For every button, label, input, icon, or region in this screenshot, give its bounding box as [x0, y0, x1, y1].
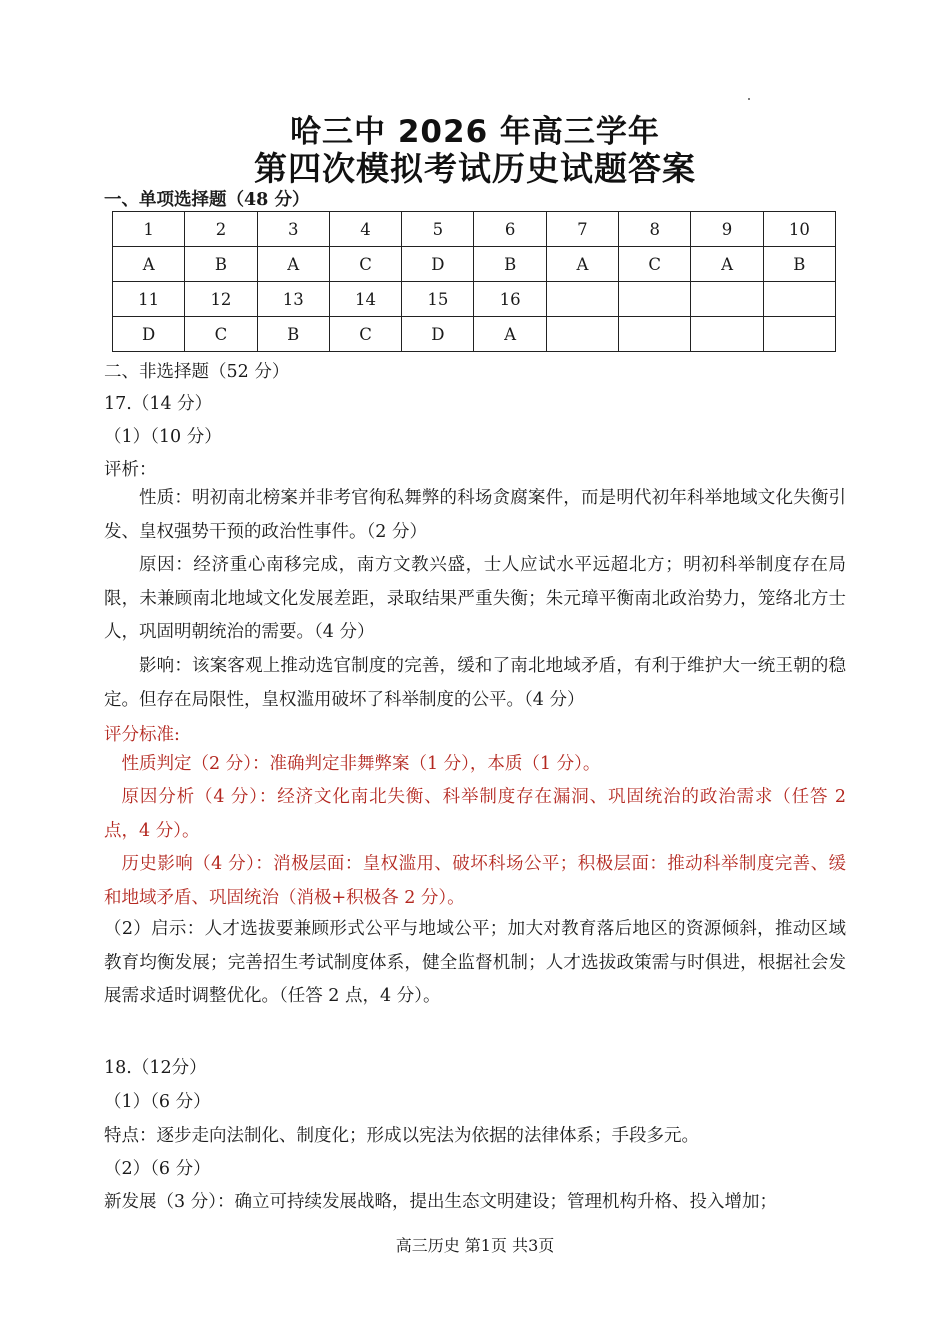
question-number-cell: 12	[185, 282, 257, 317]
answer-cell: A	[474, 317, 546, 352]
answer-table-row	[113, 282, 836, 317]
q17-analysis-label: 评析：	[104, 460, 157, 480]
q17-criteria-label: 评分标准:	[104, 725, 180, 745]
answer-cell: C	[185, 317, 257, 352]
question-number-cell: 15	[402, 282, 474, 317]
answer-table-row	[113, 317, 836, 352]
title-line-1: 哈三中 2026 年高三学年	[290, 114, 660, 150]
question-number-cell: 6	[474, 212, 546, 247]
q17-criteria-3: 历史影响（4 分）：消极层面：皇权滥用、破坏科场公平；积极层面：推动科举制度完善、缓和地域矛盾、巩固统治（消极+积极各 2 分）。	[104, 854, 846, 908]
answer-cell: B	[257, 317, 329, 352]
question-number-cell: 8	[619, 212, 691, 247]
q18-sub2-heading: （2）（6 分）	[104, 1159, 211, 1179]
question-number-cell	[619, 282, 691, 317]
q18-features: 特点：逐步走向法制化、制度化；形成以宪法为依据的法律体系；手段多元。	[104, 1126, 699, 1146]
q17-nature: 性质：明初南北榜案并非考官徇私舞弊的科场贪腐案件，而是明代初年科举地域文化失衡引发、皇权强势干预的政治性事件。（2 分）	[104, 488, 846, 542]
answer-cell	[619, 317, 691, 352]
answer-table	[112, 211, 836, 352]
answer-cell: C	[619, 247, 691, 282]
question-number-cell: 10	[763, 212, 835, 247]
answer-cell	[763, 317, 835, 352]
question-number-cell: 2	[185, 212, 257, 247]
question-number-cell: 9	[691, 212, 763, 247]
scan-speck	[748, 98, 750, 100]
q17-criteria-1: 性质判定（2 分）：准确判定非舞弊案（1 分），本质（1 分）。	[121, 754, 601, 774]
question-number-cell: 5	[402, 212, 474, 247]
answer-cell: D	[402, 247, 474, 282]
answer-cell: A	[691, 247, 763, 282]
answer-table-row	[113, 247, 836, 282]
page-footer: 高三历史 第1页 共3页	[395, 1236, 555, 1255]
q18-new-development: 新发展（3 分）：确立可持续发展战略，提出生态文明建设；管理机构升格、投入增加；	[104, 1192, 777, 1212]
answer-table-row	[113, 212, 836, 247]
answer-cell: C	[329, 247, 401, 282]
q17-impact: 影响：该案客观上推动选官制度的完善，缓和了南北地域矛盾，有利于维护大一统王朝的稳定。但存在局限性，皇权滥用破坏了科举制度的公平。（4 分）	[104, 656, 846, 710]
q18-sub1-heading: （1）（6 分）	[104, 1092, 211, 1112]
question-number-cell	[691, 282, 763, 317]
answer-cell: A	[257, 247, 329, 282]
q18-heading: 18.（12分）	[104, 1058, 207, 1078]
answer-cell: C	[329, 317, 401, 352]
question-number-cell	[546, 282, 618, 317]
question-number-cell	[763, 282, 835, 317]
q17-sub1-heading: （1）（10 分）	[104, 427, 222, 447]
question-number-cell: 1	[113, 212, 185, 247]
q17-criteria-2: 原因分析（4 分）：经济文化南北失衡、科举制度存在漏洞、巩固统治的政治需求（任答 2 点，4 分）。	[104, 787, 846, 841]
answer-cell: B	[474, 247, 546, 282]
answer-cell: A	[113, 247, 185, 282]
q17-heading: 17.（14 分）	[104, 394, 213, 414]
question-number-cell: 14	[329, 282, 401, 317]
question-number-cell: 7	[546, 212, 618, 247]
section-1-heading: 一、单项选择题（48 分）	[104, 190, 310, 210]
answer-cell: B	[763, 247, 835, 282]
question-number-cell: 16	[474, 282, 546, 317]
answer-cell	[546, 317, 618, 352]
answer-cell: B	[185, 247, 257, 282]
q17-sub2: （2）启示：人才选拔要兼顾形式公平与地域公平；加大对教育落后地区的资源倾斜，推动区域教育均衡发展；完善招生考试制度体系，健全监督机制；人才选拔政策需与时俱进，根据社会发展需求适时调整优化。（任答 2 点，4 分）。	[104, 919, 846, 1006]
answer-cell: D	[402, 317, 474, 352]
question-number-cell: 11	[113, 282, 185, 317]
answer-cell	[691, 317, 763, 352]
question-number-cell: 13	[257, 282, 329, 317]
q17-reason: 原因：经济重心南移完成，南方文教兴盛，士人应试水平远超北方；明初科举制度存在局限，未兼顾南北地域文化发展差距，录取结果严重失衡；朱元璋平衡南北政治势力，笼络北方士人，巩固明朝统治的需要。（4 分）	[104, 555, 846, 642]
title-line-2: 第四次模拟考试历史试题答案	[254, 149, 696, 188]
answer-cell: A	[546, 247, 618, 282]
question-number-cell: 3	[257, 212, 329, 247]
question-number-cell: 4	[329, 212, 401, 247]
answer-cell: D	[113, 317, 185, 352]
section-2-heading: 二、非选择题（52 分）	[104, 362, 290, 382]
